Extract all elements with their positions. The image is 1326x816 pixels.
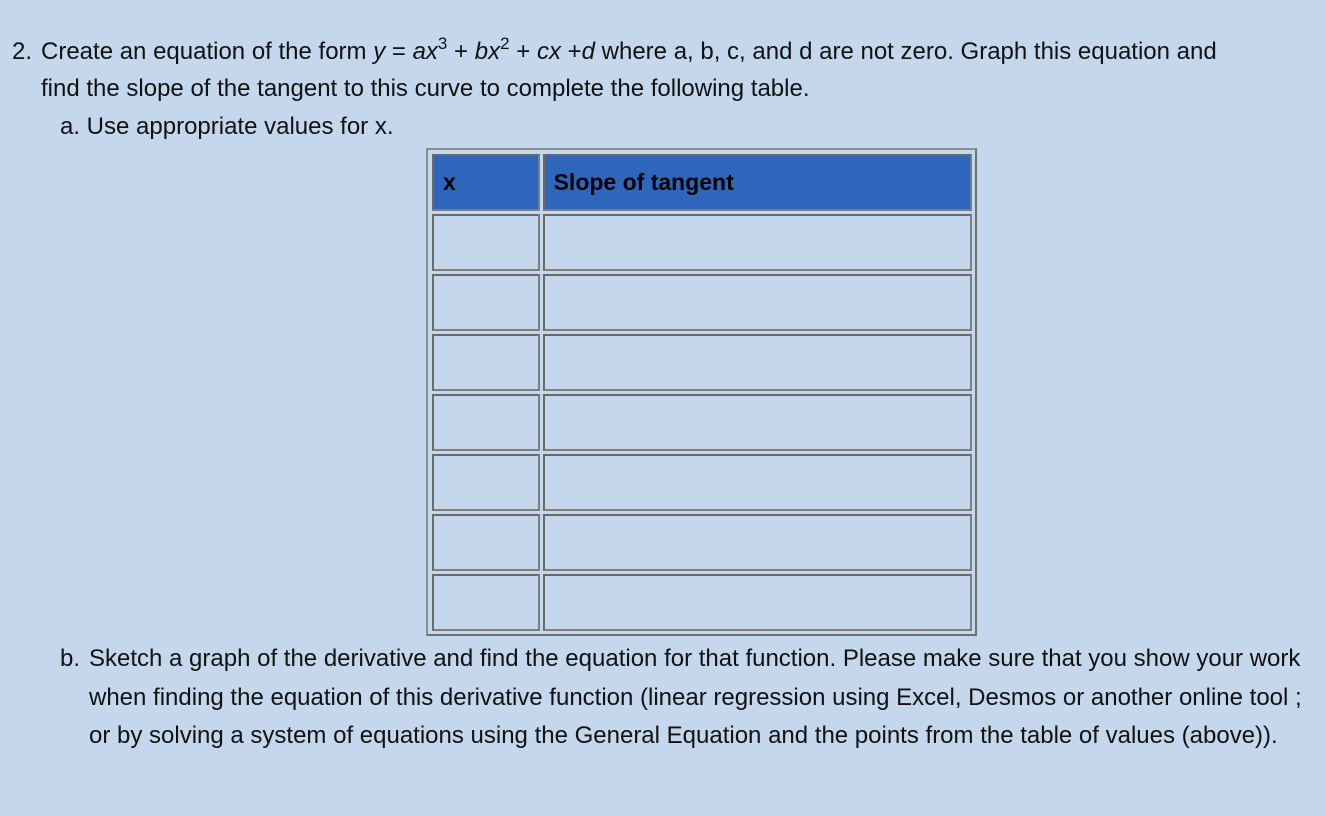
eq-exponent-2: 2 <box>500 34 510 53</box>
question-line-2: find the slope of the tangent to this curve to complete the following table. <box>41 75 810 102</box>
eq-plus-2: + <box>509 38 537 65</box>
equation <box>373 34 595 65</box>
header-x: x <box>432 154 540 211</box>
header-slope-of-tangent: Slope of tangent <box>543 154 972 211</box>
table-row <box>432 274 972 331</box>
eq-equals: = <box>385 38 413 65</box>
table-header-row <box>432 154 972 211</box>
table-row <box>432 574 972 631</box>
table-row <box>432 514 972 571</box>
x-cell[interactable] <box>432 214 540 271</box>
x-cell[interactable] <box>432 514 540 571</box>
x-cell[interactable] <box>432 454 540 511</box>
x-cell[interactable] <box>432 394 540 451</box>
part-b-text: Sketch a graph of the derivative and find the equation for that function. Please make sure that you show your work when finding the equation of this derivative function (linear regression using Excel, Desmos or another online tool ; or by solving a system of equations using the General Equation and the points from the table of values (above)). <box>89 645 1302 749</box>
eq-bx: bx <box>474 38 501 65</box>
table-row <box>432 394 972 451</box>
slope-cell[interactable] <box>543 454 972 511</box>
slope-cell[interactable] <box>543 274 972 331</box>
x-cell[interactable] <box>432 334 540 391</box>
question-line-1 <box>41 34 1217 67</box>
question-continuation: where a, b, c, and d are not zero. Graph this equation and <box>594 38 1217 65</box>
eq-y: y <box>373 38 386 65</box>
eq-plus-1: + <box>447 38 475 65</box>
eq-d: d <box>581 38 595 65</box>
eq-plus-3: + <box>560 38 582 65</box>
table-row <box>432 454 972 511</box>
slope-table-frame <box>426 148 977 636</box>
part-a-text: a. Use appropriate values for x. <box>60 113 394 140</box>
x-cell[interactable] <box>432 274 540 331</box>
question-intro: Create an equation of the form <box>41 38 374 65</box>
eq-ax: ax <box>412 38 438 65</box>
slope-cell[interactable] <box>543 214 972 271</box>
x-cell[interactable] <box>432 574 540 631</box>
part-b-label: b. <box>60 645 81 672</box>
slope-table <box>429 151 975 634</box>
slope-cell[interactable] <box>543 574 972 631</box>
question-number: 2. <box>12 38 33 65</box>
eq-cx: cx <box>536 38 561 65</box>
table-row <box>432 334 972 391</box>
slope-cell[interactable] <box>543 334 972 391</box>
slope-cell[interactable] <box>543 514 972 571</box>
slope-cell[interactable] <box>543 394 972 451</box>
eq-exponent-3: 3 <box>437 34 448 53</box>
table-row <box>432 214 972 271</box>
part-b <box>60 640 1310 756</box>
